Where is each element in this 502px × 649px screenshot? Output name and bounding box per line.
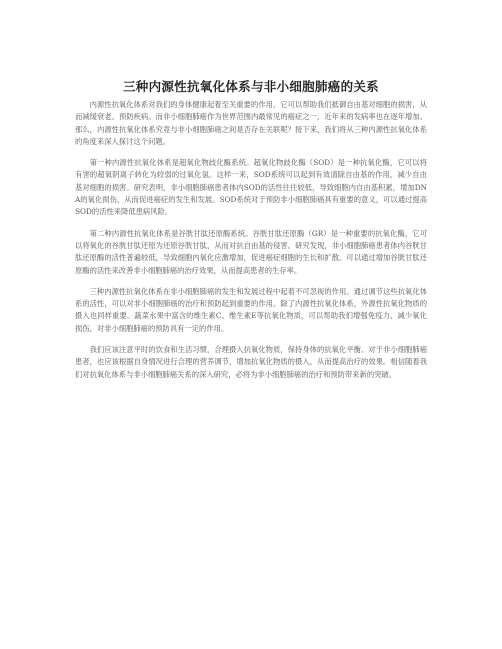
paragraph-intro: 内源性抗氧化体系对我们的身体健康起着至关重要的作用，它可以帮助我们抵御自由基对细胞的损害，从而减缓衰老、预防疾病。而非小细胞肺癌作为世界范围内最常见的癌症之一，近年来的发病率也在逐年增加。那么，内源性抗氧化体系究竟与非小细胞肺癌之间是否存在关联呢？接下来，我们将从三种内源性抗氧化体系的角度来深入探讨这个问题。 bbox=[75, 100, 427, 146]
paragraph-summary: 三种内源性抗氧化体系在非小细胞肺癌的发生和发展过程中起着不可忽视的作用。通过调节这些抗氧化体系的活性，可以对非小细胞肺癌的治疗和预防起到重要的作用。除了内源性抗氧化体系，外源性抗氧化物质的摄入也同样重要。蔬菜水果中富含的维生素C、维生素E等抗氧化物质，可以帮助我们增强免疫力、减少氧化损伤，对非小细胞肺癌的预防具有一定的作用。 bbox=[75, 286, 427, 333]
paragraph-sod-system: 第一种内源性抗氧化体系是超氧化物歧化酶系统。超氧化物歧化酶（SOD）是一种抗氧化酶，它可以将有害的超氧阴离子转化为较弱的过氧化氢。这样一来，SOD系统可以起到有效清除自由基的作用，减少自由基对细胞的损害。研究表明，非小细胞肺癌患者体内SOD的活性往往较低，导致细胞内自由基积累，增加DNA的氧化损伤，从而促进癌症的发生和发展。SOD系统对于预防非小细胞肺癌具有重要的意义，可以通过提高SOD的活性来降低患病风险。 bbox=[75, 158, 427, 217]
paragraph-gr-system: 第二种内源性抗氧化体系是谷胱甘肽还原酶系统。谷胱甘肽还原酶（GR）是一种重要的抗氧化酶，它可以将氧化的谷胱甘肽还原为还原谷胱甘肽，从而对抗自由基的侵害。研究发现，非小细胞肺癌患者体内谷胱甘肽还原酶的活性普遍较低，导致细胞内氧化应激增加，促进癌症细胞的生长和扩散。可以通过增加谷胱甘肽还原酶的活性来改善非小细胞肺癌的治疗效果，从而提高患者的生存率。 bbox=[75, 228, 427, 275]
document-title: 三种内源性抗氧化体系与非小细胞肺癌的关系 bbox=[122, 79, 379, 94]
paragraph-conclusion: 我们应该注意平时的饮食和生活习惯，合理摄入抗氧化物质，保持身体的抗氧化平衡。对于非小细胞肺癌患者，也应该根据自身情况进行合理的营养调节，增加抗氧化物质的摄入，从而提高治疗的效果。相信随着我们对抗氧化体系与非小细胞肺癌关系的深入研究，必将为非小细胞肺癌的治疗和预防带来新的突破。 bbox=[75, 345, 427, 379]
document-body bbox=[75, 99, 427, 390]
